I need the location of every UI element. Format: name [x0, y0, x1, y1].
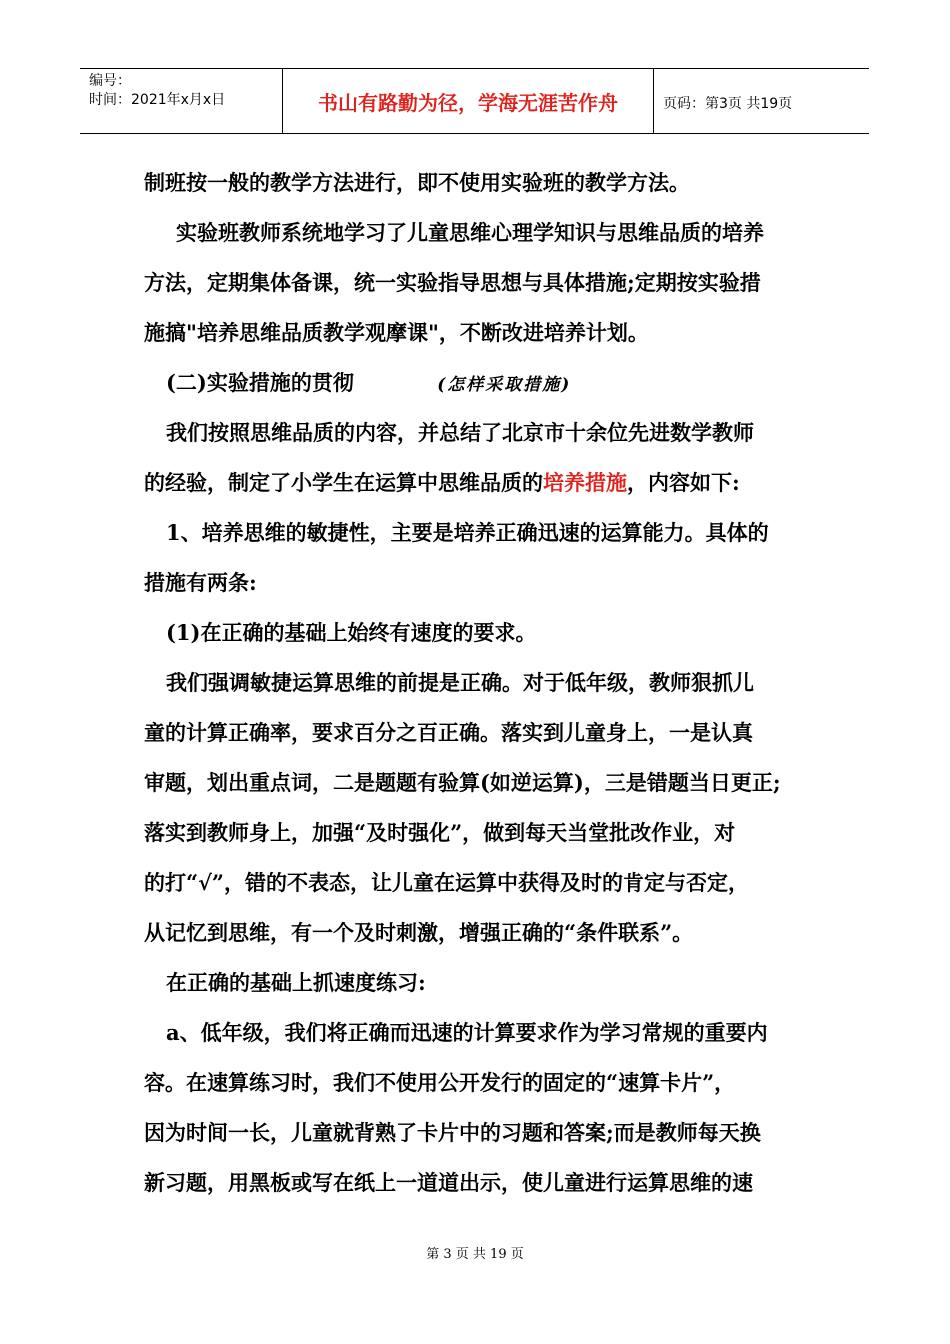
paragraph-line: 1、培养思维的敏捷性，主要是培养正确迅速的运算能力。具体的 [166, 520, 769, 545]
paragraph-line: 审题，划出重点词，二是题题有验算(如逆运算)，三是错题当日更正; [144, 770, 781, 795]
paragraph-line: 我们强调敏捷运算思维的前提是正确。对于低年级，教师狠抓儿 [166, 670, 754, 695]
header-page-cell [654, 69, 869, 133]
paragraph-line: 方法，定期集体备课，统一实验指导思想与具体措施;定期按实验措 [144, 270, 761, 295]
header-page-label: 页码：第3页 共19页 [663, 96, 793, 112]
motto-text: 书山有路勤为径，学海无涯苦作舟 [318, 91, 618, 115]
paragraph-line: 因为时间一长，儿童就背熟了卡片中的习题和答案;而是教师每天换 [144, 1120, 761, 1145]
paragraph-line: 从记忆到思维，有一个及时刺激，增强正确的“条件联系”。 [144, 920, 694, 945]
paragraph-line: 实验班教师系统地学习了儿童思维心理学知识与思维品质的培养 [176, 220, 764, 245]
section-heading [166, 370, 571, 398]
paragraph-line: 落实到教师身上，加强“及时强化”，做到每天当堂批改作业，对 [144, 820, 736, 845]
paragraph-line [144, 470, 740, 496]
header-motto-cell [283, 69, 654, 133]
paragraph-line: 的打“√”，错的不表态，让儿童在运算中获得及时的肯定与否定， [144, 870, 749, 895]
section-heading-note: (怎样采取措施) [437, 375, 572, 395]
time-label: 时间：2021年x月x日 [89, 92, 226, 108]
page-footer: 第 3 页 共 19 页 [426, 1247, 524, 1262]
paragraph-line: 施搞"培养思维品质教学观摩课"，不断改进培养计划。 [144, 320, 649, 345]
paragraph-line: (1)在正确的基础上始终有速度的要求。 [166, 620, 537, 645]
paragraph-line: 在正确的基础上抓速度练习: [166, 970, 426, 995]
paragraph-line: 新习题，用黑板或写在纸上一道道出示，使儿童进行运算思维的速 [144, 1170, 753, 1195]
paragraph-line: 容。在速算练习时，我们不使用公开发行的固定的“速算卡片”， [144, 1070, 736, 1095]
paragraph-line: a、低年级，我们将正确而迅速的计算要求作为学习常规的重要内 [166, 1020, 768, 1045]
document-header [80, 68, 869, 134]
highlighted-text: 培养措施 [543, 470, 627, 495]
paragraph-line: 措施有两条: [144, 570, 257, 595]
header-info-cell [80, 69, 283, 133]
line-segment: 的经验，制定了小学生在运算中思维品质的 [144, 470, 543, 495]
paragraph-line: 我们按照思维品质的内容，并总结了北京市十余位先进数学教师 [166, 420, 754, 445]
line-segment: ，内容如下: [627, 470, 740, 495]
paragraph-line: 童的计算正确率，要求百分之百正确。落实到儿童身上，一是认真 [144, 720, 753, 745]
section-heading-text: (二)实验措施的贯彻 [166, 370, 354, 395]
paragraph-line: 制班按一般的教学方法进行，即不使用实验班的教学方法。 [144, 170, 690, 195]
number-label: 编号： [89, 73, 131, 89]
